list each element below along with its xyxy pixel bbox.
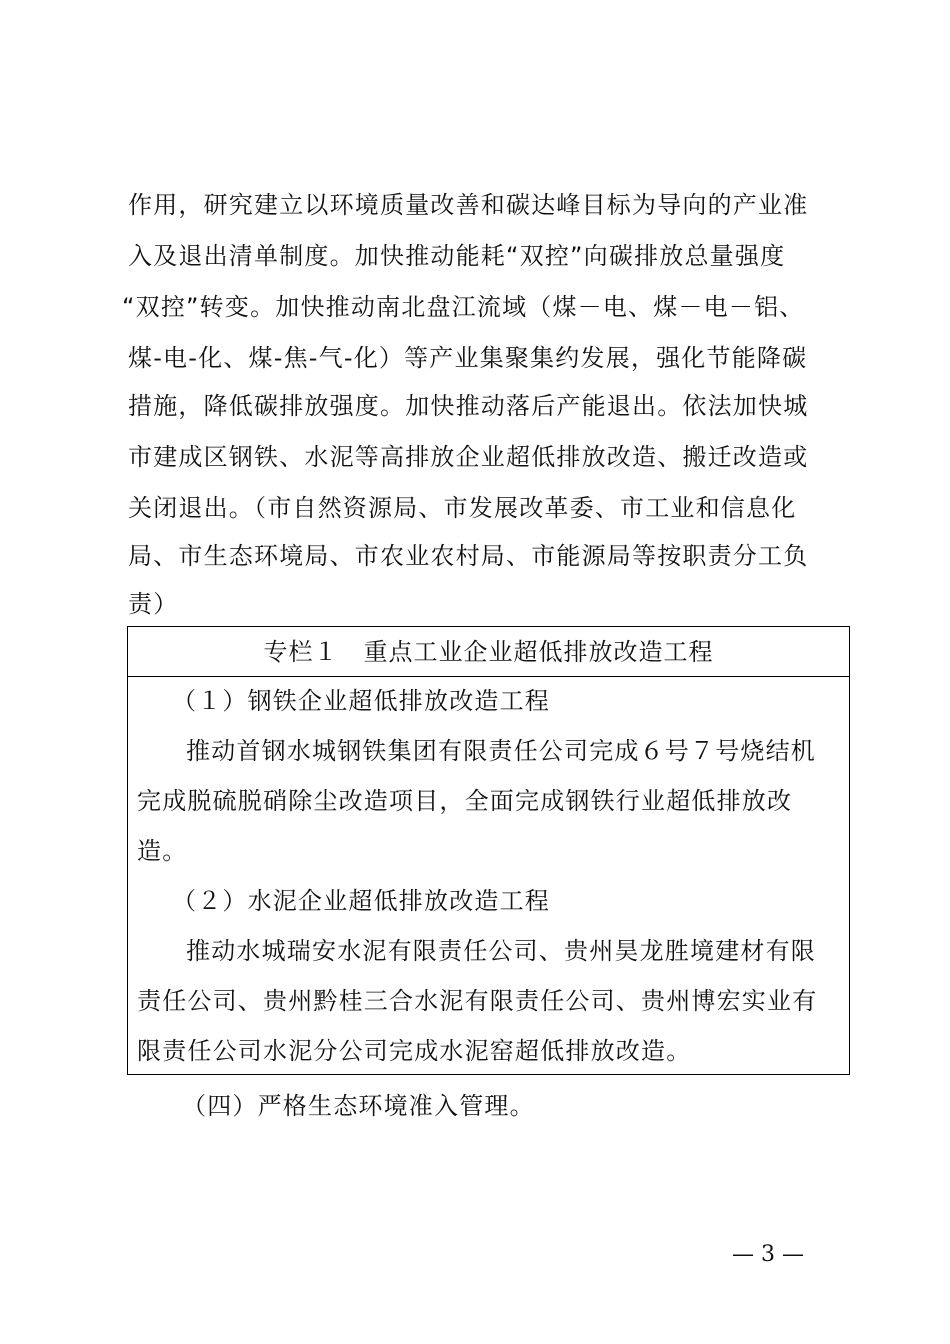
body-line: 市建成区钢铁、水泥等高排放企业超低排放改造、搬迁改造或 [128,443,809,471]
body-line: “双控”转变。加快推动南北盘江流域（煤－电、煤－电－铝、 [122,293,805,321]
box-line: 完成脱硫脱硝除尘改造项目，全面完成钢铁行业超低排放改 [137,787,793,815]
box-line: 推动水城瑞安水泥有限责任公司、贵州昊龙胜境建材有限 [186,937,816,965]
body-line: 煤-电-化、煤-焦-气-化）等产业集聚集约发展，强化节能降碳 [128,344,808,372]
body-line: 措施，降低碳排放强度。加快推动落后产能退出。依法加快城 [128,392,809,420]
special-column-box [127,626,850,1075]
body-line: 责） [128,590,179,618]
box-subheading: （２）水泥企业超低排放改造工程 [172,887,550,915]
box-line: 限责任公司水泥分公司完成水泥窑超低排放改造。 [137,1037,692,1065]
body-line: 局、市生态环境局、市农业农村局、市能源局等按职责分工负 [128,542,809,570]
box-title: 专栏１ 重点工业企业超低排放改造工程 [128,627,849,677]
body-line: 入及退出清单制度。加快推动能耗“双控”向碳排放总量强度 [128,242,786,270]
box-line: 造。 [137,837,188,865]
body-line: 关闭退出。（市自然资源局、市发展改革委、市工业和信息化 [128,494,797,522]
box-line: 责任公司、贵州黔桂三合水泥有限责任公司、贵州博宏实业有 [137,987,818,1015]
box-subheading: （１）钢铁企业超低排放改造工程 [172,687,550,715]
page-number: — 3 — [732,1242,804,1267]
box-line: 推动首钢水城钢铁集团有限责任公司完成６号７号烧结机 [186,737,816,765]
body-line: 作用，研究建立以环境质量改善和碳达峰目标为导向的产业准 [128,191,809,219]
section-heading: （四）严格生态环境准入管理。 [182,1092,535,1120]
